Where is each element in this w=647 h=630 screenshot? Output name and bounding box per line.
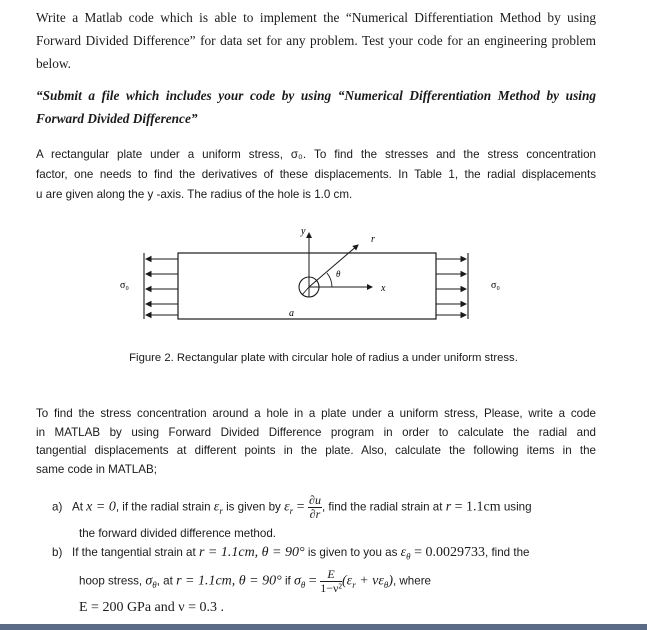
plate-figure xyxy=(96,225,526,325)
theta-arc xyxy=(327,273,332,287)
bottom-bar xyxy=(0,624,647,630)
paren-sub: r xyxy=(352,579,356,590)
intro-line: Write a Matlab code which is able to implement the “Numerical Differentiation Method by using xyxy=(36,10,596,25)
item-a-line2: the forward divided difference method. xyxy=(79,527,276,540)
du-dr-fraction xyxy=(308,494,322,521)
item-b-text: hoop stress, xyxy=(79,574,146,588)
r-ray xyxy=(309,245,358,287)
left-stress-arrows xyxy=(144,253,178,319)
submit-note xyxy=(36,84,596,130)
item-b-text: If the tangential strain at xyxy=(71,546,199,559)
intro-line: Forward Divided Difference” for data set for any problem. Test your code for an engineering problem xyxy=(36,33,596,48)
sigma-symbol: σ xyxy=(145,573,153,589)
item-a-text: , find the radial strain at xyxy=(321,500,446,514)
intro-line: below. xyxy=(36,56,71,71)
task-line: tangential displacements at different points in the plate. Also, calculate the following items in the xyxy=(36,444,596,458)
problem-line: u are given along the y -axis. The radius of the hole is 1.0 cm. xyxy=(36,188,353,201)
paren-expr: + νε xyxy=(355,573,384,589)
sigma-left-label: σ₀ xyxy=(120,280,129,291)
figure-caption: Figure 2. Rectangular plate with circular hole of radius a under uniform stress. xyxy=(129,352,518,364)
submit-line: “Submit a file which includes your code by using “Numerical Differentiation Method by using xyxy=(36,88,596,103)
item-b-marker: b) xyxy=(52,546,63,559)
eps-sub: r xyxy=(289,505,294,516)
task-line: in MATLAB by using Forward Divided Difference program in order to calculate the radial and xyxy=(36,425,596,439)
item-b-text: is given to you as xyxy=(304,546,401,559)
a-label: a xyxy=(289,308,294,319)
submit-line: Forward Divided Difference” xyxy=(36,111,198,126)
frac-num: E xyxy=(320,568,342,582)
frac-den: 1−ν² xyxy=(320,581,342,595)
plate-rect xyxy=(178,253,436,319)
item-a-text: At xyxy=(71,500,87,514)
problem-paragraph xyxy=(36,145,596,205)
item-b xyxy=(52,545,529,561)
item-b-text: if xyxy=(281,574,294,588)
item-b-text: , at xyxy=(156,574,177,588)
paren-sub: θ xyxy=(383,579,389,590)
r-label: r xyxy=(371,234,375,245)
item-b-text: , where xyxy=(392,574,432,588)
hooke-fraction xyxy=(320,568,342,595)
constants-line: E = 200 GPa and ν = 0.3 . xyxy=(79,600,224,615)
eps-theta-value: = 0.0029733 xyxy=(410,545,485,560)
intro-paragraph xyxy=(36,6,596,75)
item-a-text: using xyxy=(500,500,532,514)
item-b-line2: hoop stress, $\sigma_\theta$, at r = 1.1cm, θ = 90° if $\sigma_\theta$ = $\frac{E}{\text{1−ν²}}$ $(\varepsilon_r + \nu\varepsilon_\theta)$, where xyxy=(79,567,432,595)
frac-num: ∂u xyxy=(309,493,321,507)
r-symbol: r xyxy=(445,499,452,515)
eps-symbol: ε xyxy=(213,499,220,515)
item-a-text: is given by xyxy=(222,500,285,514)
sigma-sub: θ xyxy=(152,579,157,590)
sigma-symbol: σ xyxy=(293,573,301,589)
x-label: x xyxy=(381,283,386,294)
right-stress-arrows xyxy=(436,253,468,319)
item-b-condition: r = 1.1cm, θ = 90° xyxy=(176,573,282,589)
eps-symbol: ε xyxy=(284,499,290,515)
item-a-text: , if the radial strain xyxy=(115,500,214,514)
item-a-condition: x = 0 xyxy=(86,499,116,515)
sigma-right-label: σ₀ xyxy=(491,280,500,291)
problem-line: A rectangular plate under a uniform stress, σ₀. To find the stresses and the stress concentration xyxy=(36,148,596,161)
theta-label: θ xyxy=(336,269,341,279)
problem-line: factor, one needs to find the derivatives of these displacements. In Table 1, the radial displacements xyxy=(36,168,596,181)
eps-symbol: ε xyxy=(400,545,407,560)
task-paragraph xyxy=(36,405,596,479)
item-b-condition: r = 1.1cm, θ = 90° xyxy=(198,545,305,560)
task-line: To find the stress concentration around a hole in a plate under a uniform stress, Please, write a code xyxy=(36,407,596,420)
eps-sub: θ xyxy=(406,551,411,562)
task-line: same code in MATLAB; xyxy=(36,462,157,476)
sigma-sub: θ xyxy=(300,579,306,590)
paren-expr: ) xyxy=(388,573,393,589)
item-a: a) At x = 0, if the radial strain $\varepsilon_r$ is given by $\varepsilon_r$ = $\frac{\partial u}{\partial r}$ , find the radial strain at r = 1.1cm using xyxy=(52,493,532,521)
eps-sub: r xyxy=(219,505,223,516)
a-radius xyxy=(302,287,309,295)
frac-den: ∂r xyxy=(309,507,321,521)
paren-expr: (ε xyxy=(342,573,353,589)
item-b-line3 xyxy=(79,600,224,616)
y-label: y xyxy=(301,226,306,237)
item-b-text: , find the xyxy=(485,546,530,559)
r-value: = 1.1cm xyxy=(451,499,501,515)
item-a-marker: a) xyxy=(52,500,63,514)
